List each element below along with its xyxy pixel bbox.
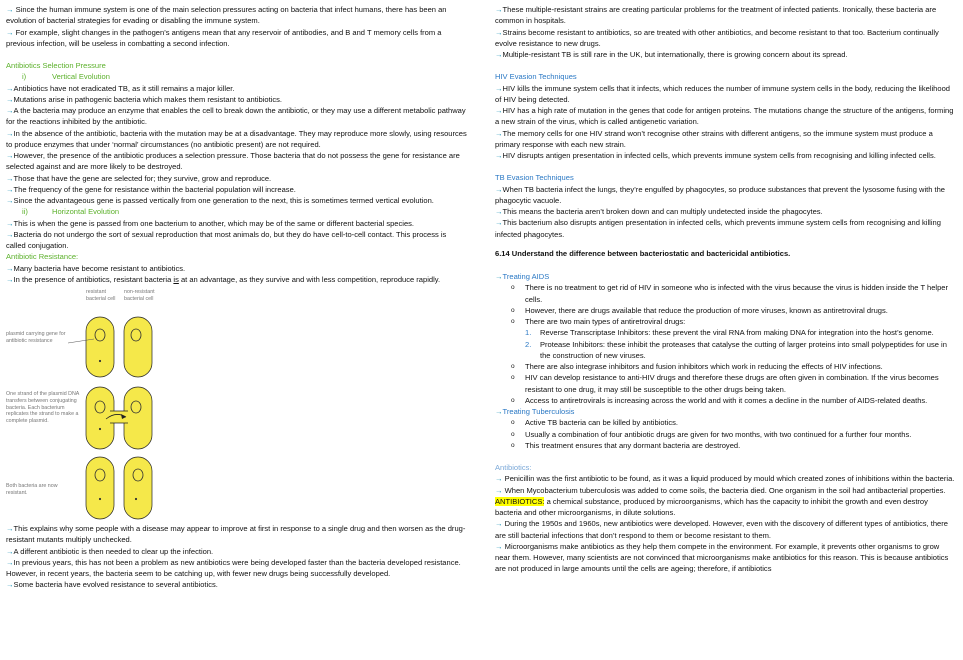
arrow-icon: →: [6, 580, 14, 590]
list-line: [6, 557, 468, 580]
section-heading: Antibiotic Resistance:: [6, 252, 79, 262]
list-item: o There are also integrase inhibitors and fusion inhibitors which work in reducing the effects of HIV infections.: [495, 361, 955, 372]
list-line: [495, 128, 955, 151]
col-label-nonresistant: non-resistant bacterial cell: [124, 289, 155, 302]
aids-numbered-list: [495, 327, 955, 361]
section-heading: HIV Evasion Techniques: [495, 72, 577, 82]
resistant-cell: [86, 317, 114, 377]
text: The memory cells for one HIV strand won’t recognise other strains with different antigens, so the immune system must produce a primary response with each new strain.: [495, 128, 933, 149]
arrow-icon: →: [495, 5, 503, 14]
sub-heading: [6, 206, 468, 217]
list-number: ii): [22, 207, 28, 217]
sub-heading-text: Vertical Evolution: [52, 72, 110, 82]
section-heading: TB Evasion Techniques: [495, 173, 574, 183]
arrow-icon: →: [6, 229, 14, 239]
paragraph: [6, 274, 468, 285]
text: The frequency of the gene for resistance within the bacterial population will increase.: [13, 184, 296, 194]
arrow-icon: →: [6, 196, 14, 205]
label-strand-transfer: One strand of the plasmid DNA transfers between conjugating bacteria. Each bacterium replicates the strand to make a complete plasmid.: [6, 391, 80, 425]
paragraph: [495, 541, 955, 575]
text: Penicillin was the first antibiotic to be found, as it was a liquid produced by mould which created zones of inhibitions within the bacteria.: [504, 474, 955, 484]
text: HIV has a high rate of mutation in the genes that code for antigen proteins. The mutations change the structure of the antigens, forming a new strain of the virus, which is called antigenetic variation.: [495, 106, 954, 127]
top-list: [495, 4, 955, 60]
list-line: [6, 546, 468, 557]
conjugating-cell-left: [86, 387, 114, 449]
text: When Mycobacterium tuberculosis was added to come soils, the bacteria died. One organism in the soil had antibacterial properties.: [504, 485, 946, 495]
text: Antibiotics have not eradicated TB, as it still remains a major killer.: [13, 83, 235, 93]
arrow-icon: →: [6, 184, 14, 194]
arrow-icon: →: [6, 83, 14, 93]
list-line: [6, 128, 468, 151]
numbered-item: [495, 339, 955, 362]
arrow-icon: →: [6, 546, 14, 556]
list-item: o However, there are drugs available that reduce the production of more viruses, known as antiretroviral drugs.: [495, 305, 955, 316]
text: Protease Inhibitors: these inhibit the proteases that catalyse the cutting of larger proteins into small polypeptides for use in the construction of new viruses.: [540, 339, 947, 360]
conjugating-cell-right: [124, 387, 152, 449]
text: Microorganisms make antibiotics as they help them compete in the environment. For example, it prevents other organisms to grow near them. However, many scientists are not convinced that microorganisms make antibiotics for this reason. This is because antibiotics are not produced in large amounts until the cells are ageing; therefore, if antibiotics: [495, 541, 949, 574]
text: A different antibiotic is then needed to clear up the infection.: [13, 546, 214, 556]
arrow-icon: →: [6, 263, 14, 273]
arrow-icon: →: [495, 218, 503, 228]
arrow-icon: →: [495, 474, 503, 484]
aids-bullet-list-2: [495, 361, 955, 406]
heading-text: Treating AIDS: [502, 272, 550, 281]
arrow-icon: →: [495, 541, 503, 551]
tb-evasion-list: [495, 184, 955, 240]
list-line: [6, 184, 468, 195]
text: HIV kills the immune system cells that it infects, which reduces the number of immune system cells in the body, reducing the likelihood of HIV being detected.: [495, 83, 950, 104]
section-heading: [495, 271, 955, 282]
text: a chemical substance, produced by microorganisms, which has the capacity to inhibit the growth and even destroy bacteria and other microorganisms, in dilute solutions.: [495, 496, 928, 517]
after-diagram-list: [6, 523, 468, 591]
list-item: o There is no treatment to get rid of HIV in someone who is infected with the virus because the virus is hidden inside the T helper cells.: [495, 282, 955, 305]
left-column: [6, 4, 468, 591]
arrow-icon: →: [6, 173, 14, 183]
text: This bacterium also disrupts antigen presentation in infected cells, which prevents immune system cells from recognising and killing infected phagocytes.: [495, 218, 941, 239]
arrow-icon: →: [6, 5, 14, 14]
arrow-icon: →: [495, 83, 503, 93]
text: HIV disrupts antigen presentation in infected cells, which prevents immune system cells from recognising and killing infected cells.: [502, 151, 936, 160]
text: In the absence of the antibiotic, bacteria with the mutation may be at a disadvantage. They may reproduce more slowly, using resources to produce enzymes that under ‘normal’ circumstances (no antibiotic present) are not required.: [6, 128, 467, 149]
label-plasmid: plasmid carrying gene for antibiotic resistance: [6, 331, 66, 344]
text: Since the human immune system is one of the main selection pressures acting on bacteria that infect humans, there has been an evolution of bacterial strategies for evading or disabling the immune system.: [6, 5, 447, 26]
paragraph: [495, 485, 955, 496]
text: For example, slight changes in the pathogen’s antigens mean that any reservoir of antibodies, and B and T memory cells from a previous infection, will be useless in combatting a second infection.: [6, 27, 442, 48]
text: Many bacteria have become resistant to antibiotics.: [13, 263, 186, 273]
paragraph: [495, 518, 955, 541]
section-heading: Antibiotics Selection Pressure: [6, 61, 106, 70]
conjugation-diagram: [6, 287, 468, 523]
list-line: [6, 173, 468, 184]
arrow-icon: →: [495, 27, 503, 37]
list-item: o There are two main types of antiretroviral drugs:: [495, 316, 955, 327]
nonresistant-cell: [124, 317, 152, 377]
text: In the presence of antibiotics, resistant bacteria: [13, 274, 174, 284]
text: Since the advantageous gene is passed vertically from one generation to the next, this is sometimes termed vertical evolution.: [13, 196, 434, 205]
text: This is when the gene is passed from one bacterium to another, which may be of the same or different bacterial species.: [13, 218, 415, 228]
text: Some bacteria have evolved resistance to several antibiotics.: [13, 580, 218, 590]
text: When TB bacteria infect the lungs, they’re engulfed by phagocytes, so produce substances that prevent the lysosome fusing with the phagocytic vacuole.: [495, 184, 945, 205]
list-line: [6, 218, 468, 229]
text: at an advantage, as they survive and with less competition, reproduce rapidly.: [178, 274, 441, 284]
arrow-icon: →: [6, 106, 14, 115]
arrow-icon: →: [6, 94, 14, 104]
text: Strains become resistant to antibiotics, so are treated with other antibiotics, and become resistant to that too. Bacterium continually evolve resistance to new drugs.: [495, 27, 939, 48]
arrow-icon: →: [495, 485, 503, 495]
arrow-icon: →: [495, 519, 503, 529]
list-line: [6, 195, 468, 206]
list-line: [495, 105, 955, 128]
text: This means the bacteria aren’t broken down and can multiply undetected inside the phagocytes.: [502, 207, 823, 216]
arrow-icon: →: [495, 151, 503, 160]
text: A the bacteria may produce an enzyme that enables the cell to break down the antibiotic, or they may use a different metabolic pathway for the reactions inhibited by the antibiotic.: [6, 106, 466, 127]
arrow-icon: →: [495, 50, 503, 59]
arrow-icon: →: [6, 128, 14, 138]
arrow-icon: →: [6, 557, 14, 567]
right-column: [495, 4, 955, 575]
list-line: [495, 206, 955, 217]
list-line: [495, 4, 955, 27]
hiv-evasion-list: [495, 83, 955, 162]
list-item: o This treatment ensures that any dormant bacteria are destroyed.: [495, 440, 955, 451]
aids-bullet-list: [495, 282, 955, 327]
vertical-evolution-list: [6, 83, 468, 207]
horizontal-evolution-list: [6, 218, 468, 252]
list-item: o Access to antiretrovirals is increasing across the world and with it comes a decline in the number of AIDS-related deaths.: [495, 395, 955, 406]
sub-heading-text: Horizontal Evolution: [52, 207, 120, 217]
resistant-cell-after: [124, 457, 152, 519]
text: These multiple-resistant strains are creating particular problems for the treatment of infected patients. Ironically, these bacteria are common in hospitals.: [495, 5, 937, 26]
label-both-resistant: Both bacteria are now resistant.: [6, 483, 58, 496]
list-line: [6, 105, 468, 128]
list-item: o Usually a combination of four antibiotic drugs are given for two months, with two continued for a further four months.: [495, 429, 955, 440]
text: Multiple-resistant TB is still rare in the UK, but internationally, there is growing concern about its spread.: [502, 50, 848, 59]
heading-text: Treating Tuberculosis: [502, 407, 575, 416]
underlined-word: is: [173, 274, 179, 284]
text: Bacteria do not undergo the sort of sexual reproduction that most animals do, but they do have cell-to-cell contact. This process is called conjugation.: [6, 229, 447, 250]
arrow-icon: →: [6, 218, 14, 228]
arrow-icon: →: [495, 128, 503, 138]
resistant-cell-after: [86, 457, 114, 519]
bacteria-cells-illustration: [6, 287, 206, 523]
definition: [495, 496, 955, 519]
item-number: 2.: [525, 339, 532, 349]
arrow-icon: →: [495, 106, 503, 115]
paragraph: [495, 473, 955, 484]
list-line: [495, 150, 955, 161]
section-heading: [495, 406, 955, 417]
list-line: [6, 94, 468, 105]
list-line: [495, 184, 955, 207]
list-line: [495, 49, 955, 60]
arrow-icon: →: [6, 274, 14, 284]
list-item: o Active TB bacteria can be killed by antibiotics.: [495, 417, 955, 428]
list-line: [495, 27, 955, 50]
paragraph: [6, 263, 468, 274]
arrow-icon: →: [6, 27, 14, 37]
list-line: [6, 229, 468, 252]
list-line: [6, 523, 468, 546]
text: Those that have the gene are selected for; they survive, grow and reproduce.: [13, 173, 272, 183]
numbered-item: [495, 327, 955, 338]
text: Mutations arise in pathogenic bacteria which makes them resistant to antibiotics.: [13, 94, 283, 104]
col-label-resistant: resistant bacterial cell: [86, 289, 116, 302]
arrow-icon: →: [495, 207, 503, 216]
text: Reverse Transcriptase Inhibitors: these prevent the viral RNA from making DNA for integration into the host’s genome.: [540, 328, 934, 338]
arrow-icon: →: [495, 407, 503, 416]
list-line: [6, 83, 468, 94]
arrow-icon: →: [6, 524, 14, 533]
list-line: [6, 150, 468, 173]
paragraph: [6, 27, 468, 50]
spec-point-title: 6.14 Understand the difference between bacteriostatic and bactericidal antibiotics.: [495, 248, 791, 258]
section-heading: Antibiotics:: [495, 463, 532, 472]
list-line: [495, 217, 955, 240]
list-item: o HIV can develop resistance to anti-HIV drugs and therefore these drugs are often given in combination. If the virus becomes resistant to one drug, it may still be susceptible to the other drugs being taken.: [495, 372, 955, 395]
list-number: i): [22, 72, 27, 82]
tuberculosis-bullet-list: [495, 417, 955, 451]
list-line: [6, 579, 468, 590]
item-number: 1.: [525, 328, 532, 338]
paragraph: [6, 4, 468, 27]
text: During the 1950s and 1960s, new antibiotics were developed. However, even with the discovery of different types of antibiotics, there are still bacterial infections that don’t respond to them or become resistant to them.: [495, 519, 948, 540]
text: However, the presence of the antibiotic produces a selection pressure. Those bacteria that do not possess the gene for resistance are selected against and are more likely to be destroyed.: [6, 151, 460, 172]
text: This explains why some people with a disease may appear to improve at first in response to a single drug and then worsen as the drug-resistant mutants multiply unchecked.: [6, 524, 466, 545]
text: In previous years, this has not been a problem as new antibiotics were being developed faster than the bacteria developed resistance. However, in recent years, the bacteria seem to be catching up, with fewer new drugs being successfully developed.: [6, 557, 461, 578]
arrow-icon: →: [495, 184, 503, 194]
highlighted-term: ANTIBIOTICS:: [495, 496, 545, 506]
arrow-icon: →: [495, 272, 503, 281]
arrow-icon: →: [6, 151, 14, 160]
list-line: [495, 83, 955, 106]
sub-heading: [6, 71, 468, 82]
